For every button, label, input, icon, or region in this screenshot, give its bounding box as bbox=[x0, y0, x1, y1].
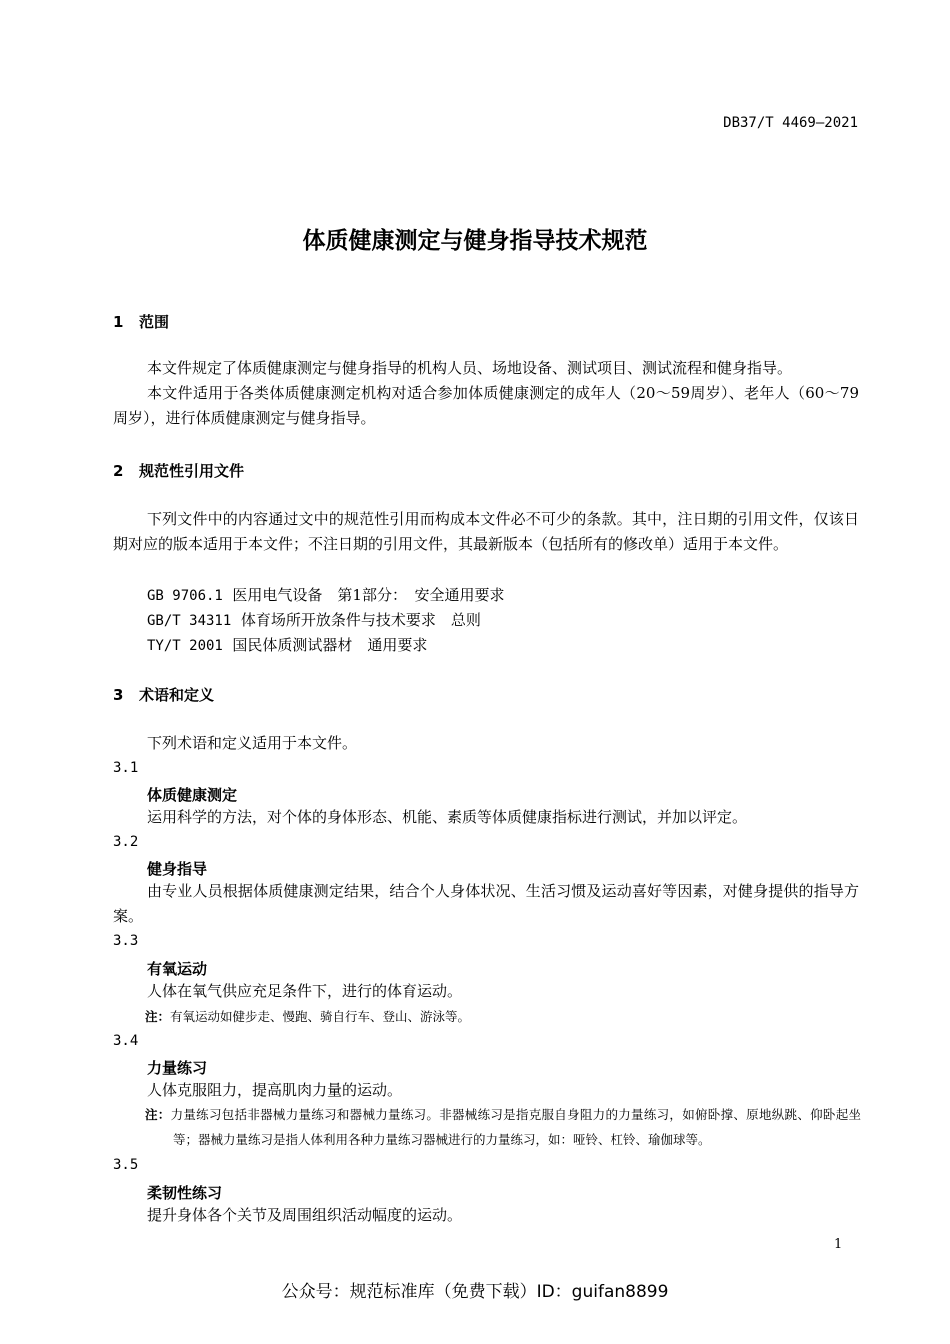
reference-item bbox=[147, 634, 427, 655]
term-number: 3.1 bbox=[113, 760, 139, 776]
term-number: 3.3 bbox=[113, 933, 139, 949]
reference-code: GB/T 34311 bbox=[147, 613, 232, 629]
footer-watermark-text: 公众号：规范标准库（免费下载）ID：guifan8899 bbox=[281, 1282, 669, 1302]
reference-name: 医用电气设备 第1部分： 安全通用要求 bbox=[232, 586, 505, 604]
paragraph: 本文件规定了体质健康测定与健身指导的机构人员、场地设备、测试项目、测试流程和健身指导。 bbox=[147, 359, 793, 377]
reference-name: 体育场所开放条件与技术要求 总则 bbox=[240, 611, 481, 629]
reference-item bbox=[147, 609, 481, 630]
note-label: 注： bbox=[145, 1107, 171, 1122]
term-number: 3.4 bbox=[113, 1033, 139, 1049]
term-definition: 提升身体各个关节及周围组织活动幅度的运动。 bbox=[147, 1206, 463, 1224]
paragraph: 本文件适用于各类体质健康测定机构对适合参加体质健康测定的成年人（20～59周岁）、老年人（60～79周岁），进行体质健康测定与健身指导。 bbox=[113, 384, 859, 427]
term-name: 有氧运动 bbox=[147, 960, 208, 978]
reference-name: 国民体质测试器材 通用要求 bbox=[232, 636, 428, 654]
note-label: 注： bbox=[145, 1009, 171, 1024]
section-title: 规范性引用文件 bbox=[139, 462, 245, 480]
section-number: 1 bbox=[113, 313, 124, 331]
term-name: 力量练习 bbox=[147, 1059, 208, 1077]
term-definition: 人体在氧气供应充足条件下，进行的体育运动。 bbox=[147, 982, 463, 1000]
term-name: 体质健康测定 bbox=[147, 786, 238, 804]
note-text: 力量练习包括非器械力量练习和器械力量练习。非器械练习是指克服自身阻力的力量练习，如俯卧撑、原地纵跳、仰卧起坐等；器械力量练习是指人体利用各种力量练习器械进行的力量练习，如：哑铃、杠铃、瑜伽球等。 bbox=[170, 1107, 861, 1147]
paragraph: 下列文件中的内容通过文中的规范性引用而构成本文件必不可少的条款。其中，注日期的引用文件，仅该日期对应的版本适用于本文件；不注日期的引用文件，其最新版本（包括所有的修改单）适用于本文件。 bbox=[113, 510, 859, 553]
term-definition: 由专业人员根据体质健康测定结果，结合个人身体状况、生活习惯及运动喜好等因素，对健身提供的指导方案。 bbox=[113, 882, 859, 925]
term-name: 健身指导 bbox=[147, 860, 208, 878]
section-heading-3 bbox=[113, 684, 214, 705]
reference-code: GB 9706.1 bbox=[147, 588, 223, 604]
term-name: 柔韧性练习 bbox=[147, 1184, 223, 1202]
document-code: DB37/T 4469—2021 bbox=[723, 115, 858, 131]
page-number: 1 bbox=[834, 1237, 843, 1252]
term-number: 3.5 bbox=[113, 1157, 139, 1173]
section-title: 术语和定义 bbox=[139, 686, 215, 704]
term-definition: 运用科学的方法，对个体的身体形态、机能、素质等体质健康指标进行测试，并加以评定。 bbox=[147, 808, 748, 826]
note-text: 有氧运动如健步走、慢跑、骑自行车、登山、游泳等。 bbox=[170, 1009, 471, 1024]
reference-code: TY/T 2001 bbox=[147, 638, 223, 654]
term-definition: 人体克服阻力，提高肌肉力量的运动。 bbox=[147, 1081, 403, 1099]
section-number: 2 bbox=[113, 462, 124, 480]
section-number: 3 bbox=[113, 686, 124, 704]
term-note bbox=[145, 1004, 861, 1029]
section-heading-1 bbox=[113, 311, 169, 332]
paragraph: 下列术语和定义适用于本文件。 bbox=[147, 734, 358, 752]
section-heading-2 bbox=[113, 460, 244, 481]
reference-item bbox=[147, 584, 504, 605]
term-number: 3.2 bbox=[113, 834, 139, 850]
document-title: 体质健康测定与健身指导技术规范 bbox=[302, 228, 648, 254]
term-note bbox=[145, 1102, 861, 1152]
section-title: 范围 bbox=[139, 313, 170, 331]
